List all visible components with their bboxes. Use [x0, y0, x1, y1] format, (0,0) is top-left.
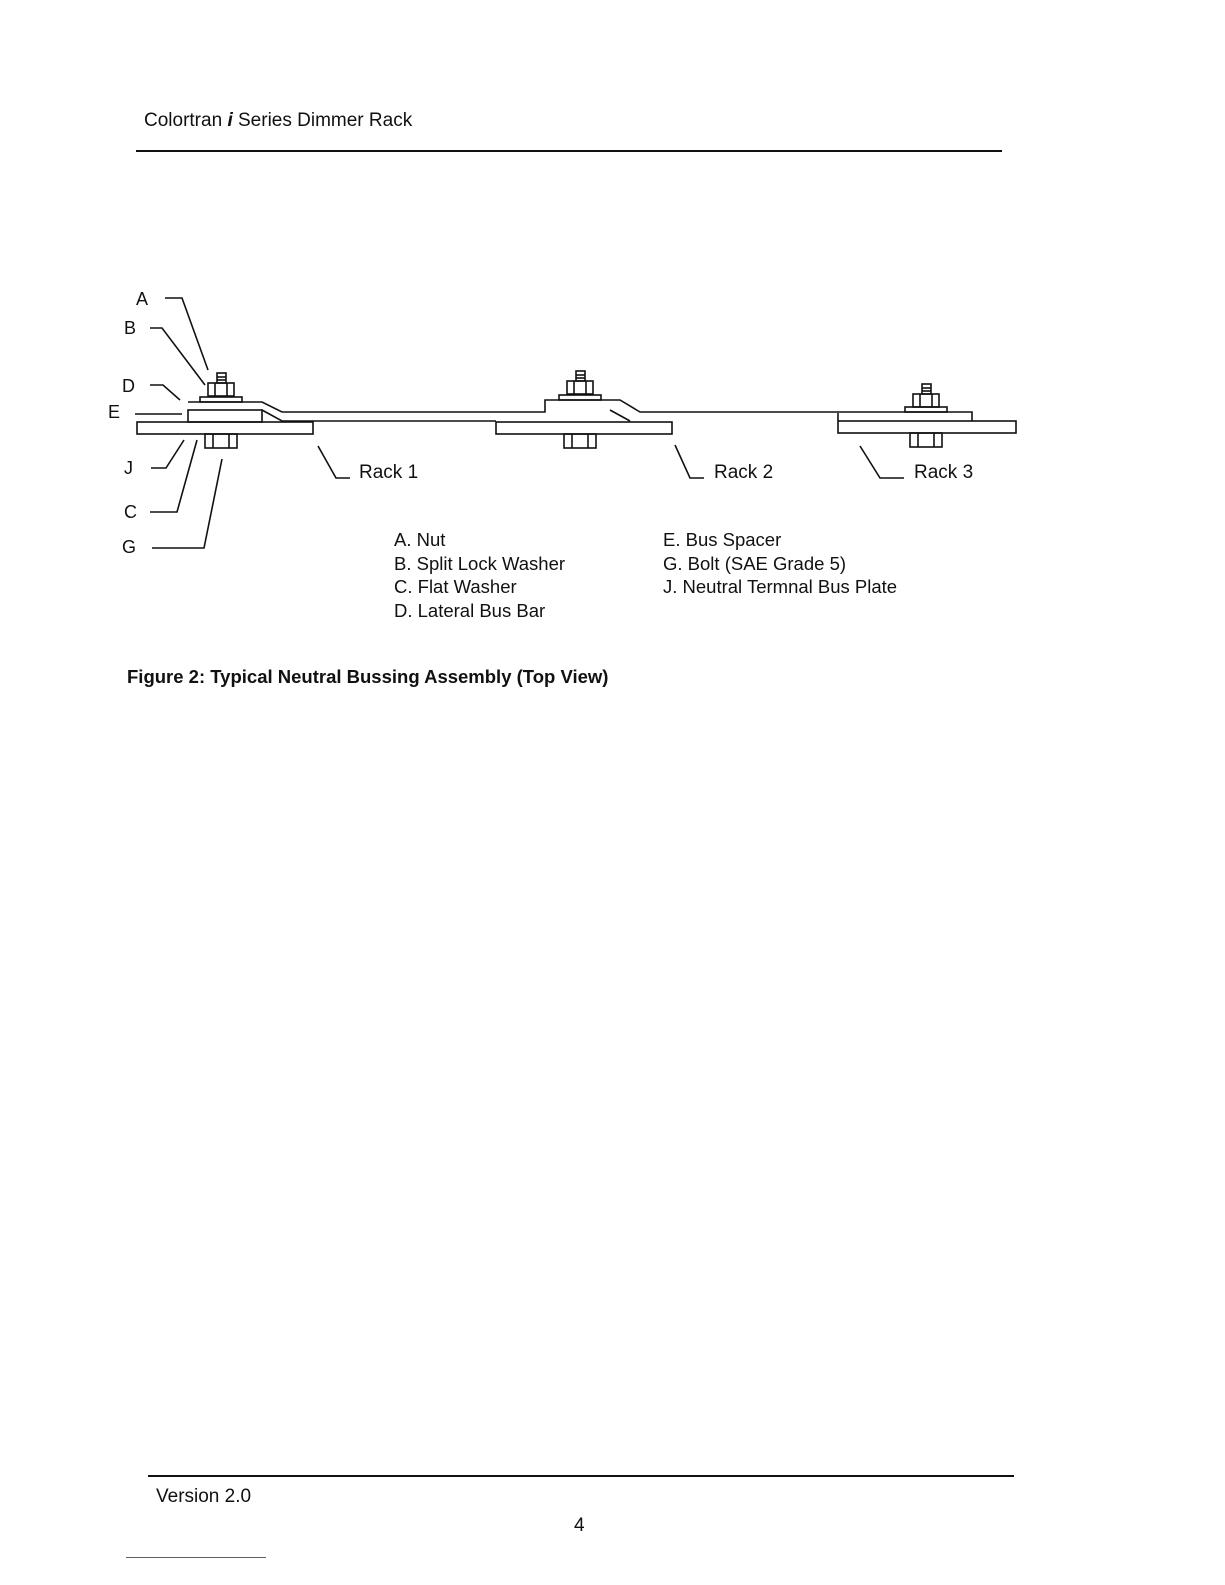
legend-item: G. Bolt (SAE Grade 5) — [663, 552, 847, 574]
leader-g — [152, 459, 222, 548]
lateral-bus-bar-bend-2 — [610, 410, 630, 421]
legend-right — [663, 528, 897, 599]
legend-left — [394, 528, 565, 622]
footer-rule — [148, 1475, 1014, 1477]
label-d: D — [122, 376, 135, 396]
leader-rack-3 — [860, 446, 904, 478]
terminal-plate-rack-1 — [137, 422, 313, 434]
scan-edge-mark — [126, 1557, 266, 1558]
leader-d — [150, 385, 180, 400]
header-brand: Colortran — [144, 110, 223, 131]
leader-rack-2 — [675, 445, 704, 478]
legend-item: J. Neutral Termnal Bus Plate — [663, 576, 898, 597]
label-j: J — [124, 458, 133, 478]
version-label: Version 2.0 — [156, 1486, 252, 1507]
lateral-bus-bar — [188, 400, 972, 421]
rack-1-label: Rack 1 — [359, 462, 419, 483]
label-g: G — [122, 537, 137, 557]
bus-spacer — [188, 410, 262, 422]
bussing-assembly-diagram — [0, 0, 1225, 700]
label-b: B — [124, 318, 137, 338]
page-number: 4 — [574, 1515, 585, 1536]
leader-c — [150, 440, 197, 512]
label-a: A — [136, 289, 149, 309]
leader-rack-1 — [318, 446, 350, 478]
legend-item: C. Flat Washer — [394, 576, 517, 597]
legend-item: D. Lateral Bus Bar — [394, 599, 546, 621]
figure-caption: Figure 2: Typical Neutral Bussing Assembly (Top View) — [127, 666, 609, 687]
header-title: Series Dimmer Rack — [238, 110, 413, 131]
terminal-plate-rack-2 — [496, 422, 672, 434]
leader-j — [151, 440, 184, 468]
legend-item: A. Nut — [394, 529, 446, 550]
label-e: E — [108, 402, 121, 422]
bolt-assembly-rack-2 — [559, 371, 601, 448]
legend-item: E. Bus Spacer — [663, 529, 782, 550]
label-c: C — [124, 502, 137, 522]
legend-item: B. Split Lock Washer — [394, 552, 566, 574]
rack-3-label: Rack 3 — [914, 462, 974, 483]
terminal-plate-rack-3 — [838, 421, 1016, 433]
rack-2-label: Rack 2 — [714, 462, 774, 483]
header-series-letter: i — [227, 110, 233, 131]
bolt-assembly-rack-3 — [905, 384, 947, 447]
